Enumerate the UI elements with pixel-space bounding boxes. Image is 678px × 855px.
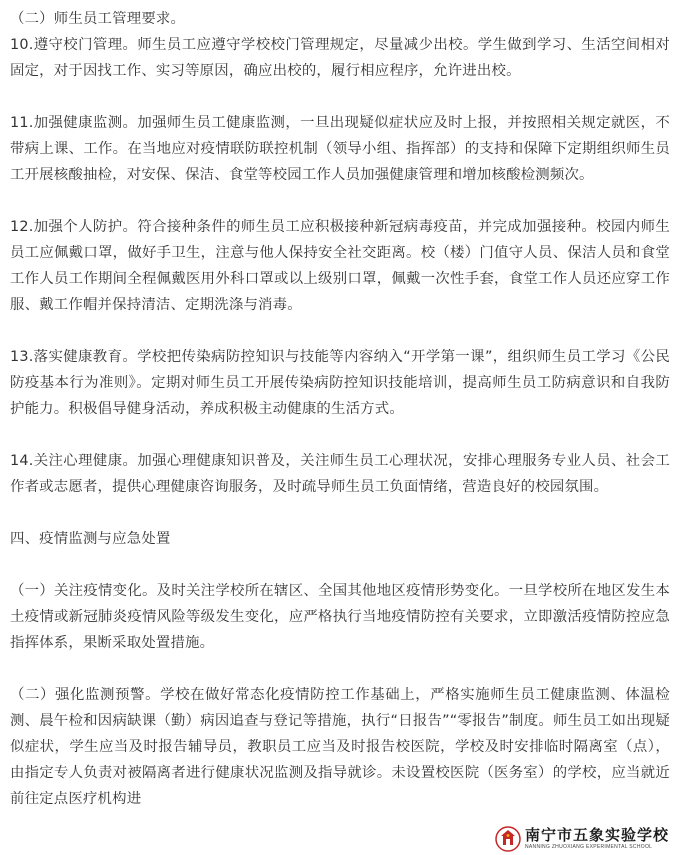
paragraph-mental-health: 14.关注心理健康。加强心理健康知识普及，关注师生员工心理状况，安排心理服务专业人员、社会工作者或志愿者，提供心理健康咨询服务，及时疏导师生员工负面情绪，营造良好的校园氛围。 — [10, 453, 670, 495]
paragraph-health-monitoring: 11.加强健康监测。加强师生员工健康监测，一旦出现疑似症状应及时上报，并按照相关规定就医，不带病上课、工作。在当地应对疫情联防联控机制（领导小组、指挥部）的支持和保障下定期组织师生员工开展核酸抽检，对安保、保洁、食堂等校园工作人员加强健康管理和增加核酸检测频次。 — [10, 115, 670, 183]
paragraph-personal-protection: 12.加强个人防护。符合接种条件的师生员工应积极接种新冠病毒疫苗，并完成加强接种。校园内师生员工应佩戴口罩，做好手卫生，注意与他人保持安全社交距离。校（楼）门值守人员、保洁人员和食堂工作人员工作期间全程佩戴医用外科口罩或以上级别口罩，佩戴一次性手套，食堂工作人员还应穿工作服、戴工作帽并保持清洁、定期洗涤与消毒。 — [10, 219, 670, 313]
paragraph-gate-management: 10.遵守校门管理。师生员工应遵守学校校门管理规定，尽量减少出校。学生做到学习、生活空间相对固定，对于因找工作、实习等原因，确应出校的，履行相应程序，允许进出校。 — [10, 37, 670, 79]
paragraph-health-education: 13.落实健康教育。学校把传染病防控知识与技能等内容纳入“开学第一课”，组织师生员工学习《公民防疫基本行为准则》。定期对师生员工开展传染病防控知识技能培训，提高师生员工防病意识和自我防护能力。积极倡导健身活动，养成积极主动健康的生活方式。 — [10, 349, 670, 417]
watermark-school-name: 南宁市五象实验学校 — [524, 826, 669, 844]
watermark-text — [525, 828, 669, 850]
school-emblem-icon — [495, 826, 521, 852]
section-heading-staff-requirements: （二）师生员工管理要求。 — [10, 11, 186, 27]
watermark-school-name-en: NANNING ZHUOXIANG EXPERIMENTAL SCHOOL — [524, 844, 653, 850]
paragraph-epidemic-changes: （一）关注疫情变化。及时关注学校所在辖区、全国其他地区疫情形势变化。一旦学校所在地区发生本土疫情或新冠肺炎疫情风险等级发生变化，应严格执行当地疫情防控有关要求，立即激活疫情防控应急指挥体系，果断采取处置措施。 — [10, 583, 670, 651]
section-heading-epidemic-response: 四、疫情监测与应急处置 — [10, 531, 171, 547]
document-body — [10, 6, 670, 812]
school-watermark — [492, 825, 672, 853]
paragraph-monitoring-warning: （二）强化监测预警。学校在做好常态化疫情防控工作基础上，严格实施师生员工健康监测、体温检测、晨午检和因病缺课（勤）病因追查与登记等措施，执行“日报告”“零报告”制度。师生员工如出现疑似症状，学生应当及时报告辅导员，教职员工应当及时报告校医院，学校及时安排临时隔离室（点），由指定专人负责对被隔离者进行健康状况监测及指导就诊。未设置校医院（医务室）的学校，应当就近前往定点医疗机构进 — [10, 687, 670, 807]
